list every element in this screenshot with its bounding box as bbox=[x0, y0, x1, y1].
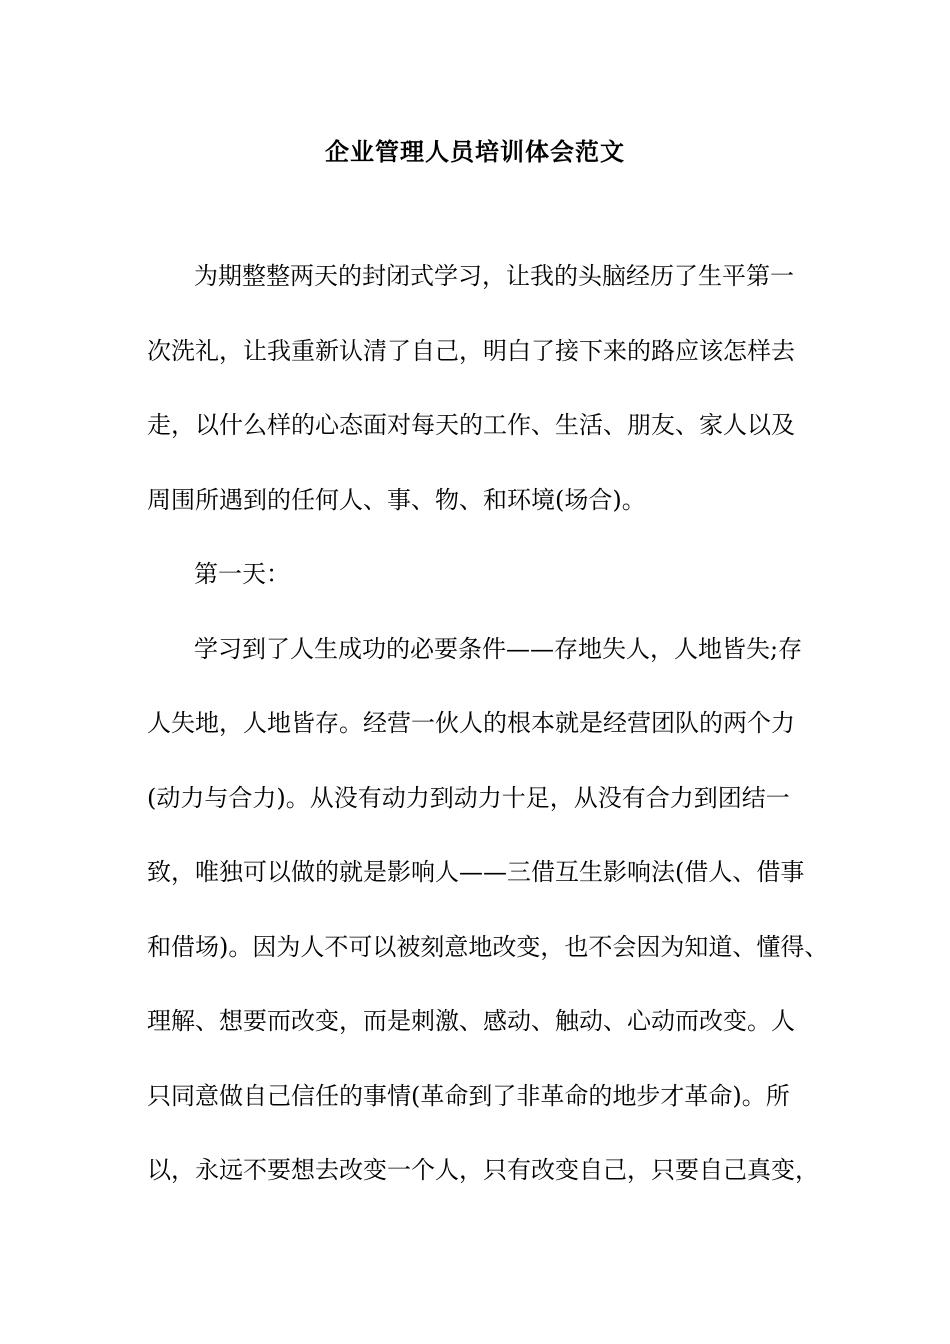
paragraph-line: 人失地，人地皆存。经营一伙人的根本就是经营团队的两个力 bbox=[147, 709, 795, 737]
paragraph-line: 学习到了人生成功的必要条件——存地失人，人地皆失;存 bbox=[194, 634, 803, 663]
paragraph-line: 为期整整两天的封闭式学习，让我的头脑经历了生平第一 bbox=[194, 262, 794, 290]
document-title: 企业管理人员培训体会范文 bbox=[325, 137, 625, 166]
section-heading-day-one: 第一天： bbox=[194, 560, 290, 588]
paragraph-line: 走，以什么样的心态面对每天的工作、生活、朋友、家人以及 bbox=[147, 411, 795, 439]
paragraph-line: 只同意做自己信任的事情(革命到了非革命的地步才革命)。所 bbox=[147, 1081, 790, 1110]
paragraph-line: 以，永远不要想去改变一个人，只有改变自己，只要自己真变， bbox=[147, 1156, 819, 1184]
paragraph-line: 周围所遇到的任何人、事、物、和环境(场合)。 bbox=[147, 485, 646, 514]
paragraph-line: 次洗礼，让我重新认清了自己，明白了接下来的路应该怎样去 bbox=[147, 336, 795, 365]
document-body bbox=[147, 256, 827, 1225]
paragraph-line: 和借场)。因为人不可以被刻意地改变，也不会因为知道、懂得、 bbox=[147, 932, 829, 961]
paragraph-line: 致，唯独可以做的就是影响人——三借互生影响法(借人、借事 bbox=[147, 858, 805, 886]
paragraph-line: (动力与合力)。从没有动力到动力十足，从没有合力到团结一 bbox=[147, 783, 790, 812]
paragraph-line: 理解、想要而改变，而是刺激、感动、触动、心动而改变。人 bbox=[147, 1007, 795, 1035]
